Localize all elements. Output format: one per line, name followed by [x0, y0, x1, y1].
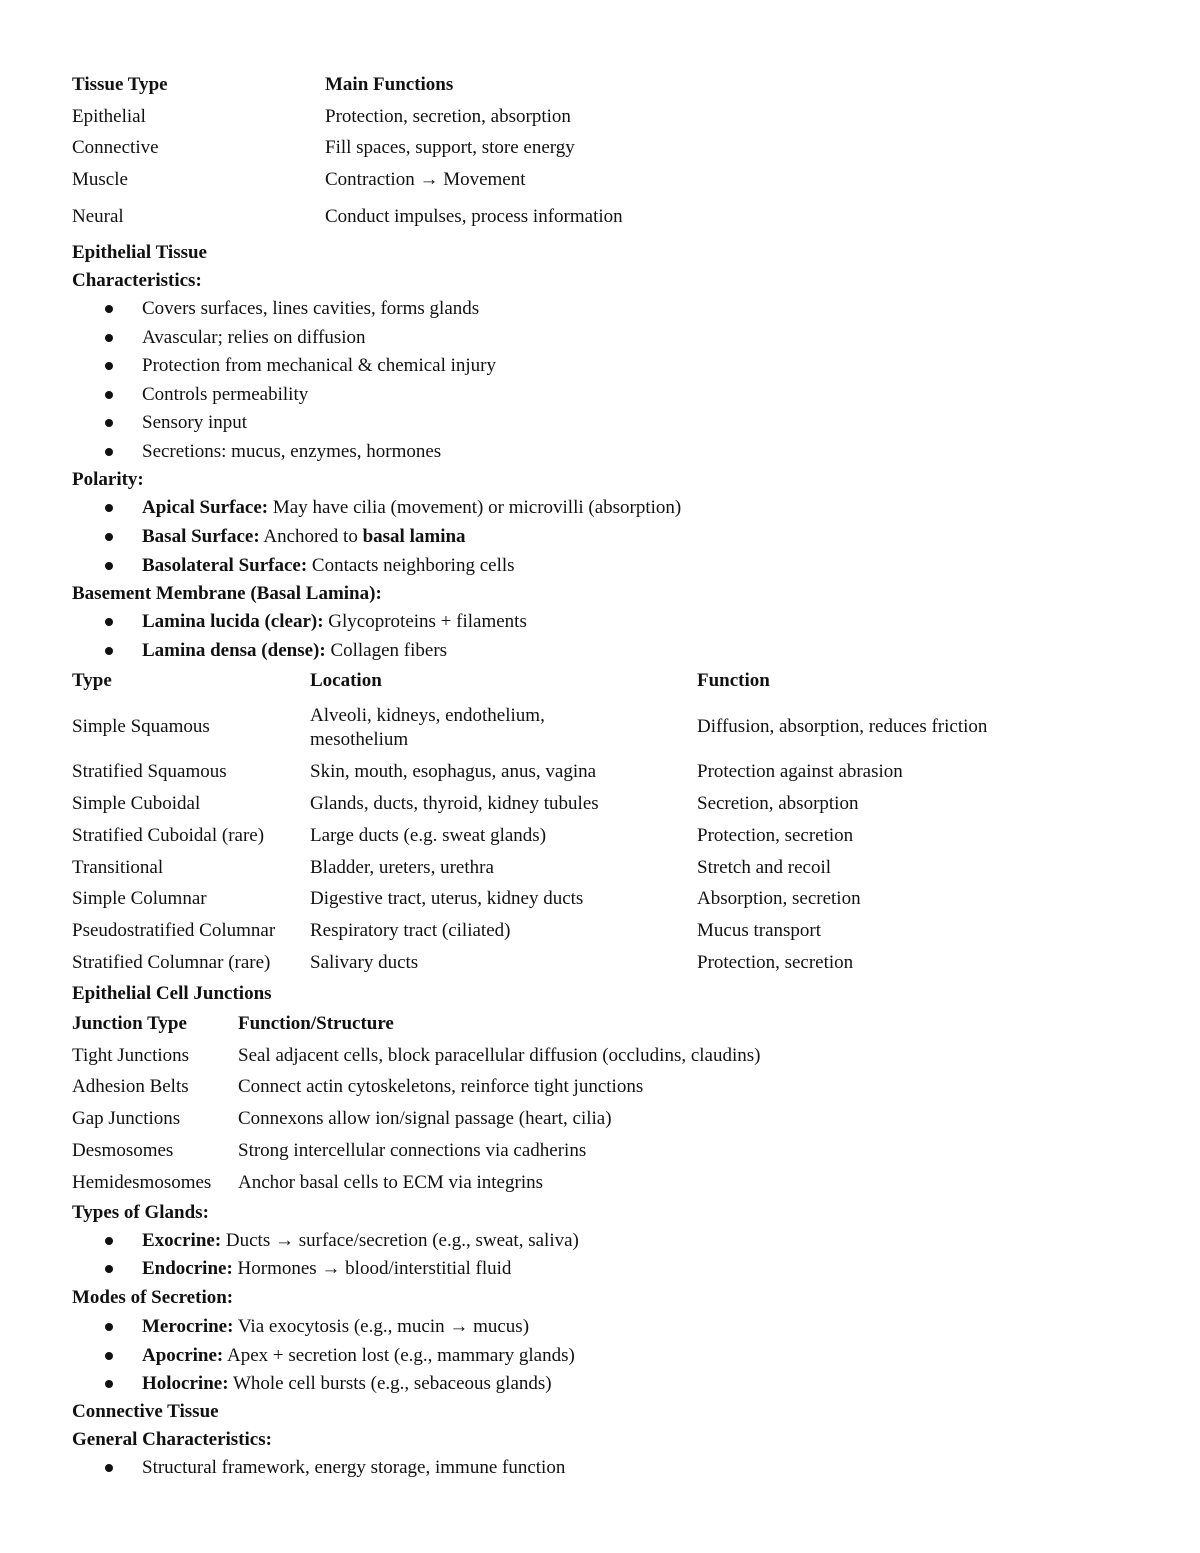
- subheading-characteristics: Characteristics:: [72, 270, 202, 291]
- table-cell-location: Respiratory tract (ciliated): [310, 920, 511, 941]
- bullet-icon: [105, 362, 113, 370]
- table-cell-function: Diffusion, absorption, reduces friction: [697, 716, 988, 737]
- list-item: [142, 1258, 511, 1280]
- term: Lamina lucida (clear):: [142, 611, 324, 632]
- junction-function: Connect actin cytoskeletons, reinforce tight junctions: [238, 1076, 644, 1097]
- subheading-basement-membrane: Basement Membrane (Basal Lamina):: [72, 583, 382, 604]
- table-cell-type: Simple Columnar: [72, 888, 207, 909]
- types-table-header-location: Location: [310, 670, 382, 691]
- types-table-header-type: Type: [72, 670, 112, 691]
- table-cell-type: Stratified Cuboidal (rare): [72, 825, 265, 846]
- table-cell-type: Simple Cuboidal: [72, 793, 201, 814]
- table-cell-type: Pseudostratified Columnar: [72, 920, 276, 941]
- table-cell-location: Salivary ducts: [310, 952, 419, 973]
- term: Lamina densa (dense):: [142, 640, 326, 661]
- list-item: Secretions: mucus, enzymes, hormones: [142, 441, 442, 462]
- table-cell-function: Protection against abrasion: [697, 761, 903, 782]
- bullet-icon: [105, 618, 113, 626]
- section-heading-connective: Connective Tissue: [72, 1401, 219, 1422]
- junction-name: Gap Junctions: [72, 1108, 181, 1129]
- term: Basal Surface:: [142, 526, 260, 547]
- table-cell-type: Stratified Squamous: [72, 761, 227, 782]
- definition: Contacts neighboring cells: [307, 555, 515, 576]
- term: Basolateral Surface:: [142, 555, 308, 576]
- table-cell-function: Protection, secretion: [697, 952, 854, 973]
- term: Apical Surface:: [142, 497, 269, 518]
- bullet-icon: [105, 562, 113, 570]
- tissue-row-function: Contraction → Movement: [325, 169, 526, 190]
- term: Endocrine:: [142, 1258, 233, 1279]
- bullet-icon: [105, 1265, 113, 1273]
- tissue-row-name: Connective: [72, 137, 159, 158]
- list-item: Sensory input: [142, 412, 248, 433]
- list-item: [142, 1373, 552, 1395]
- junction-name: Adhesion Belts: [72, 1076, 189, 1097]
- term: Apocrine:: [142, 1345, 224, 1366]
- term: basal lamina: [362, 526, 466, 547]
- bullet-icon: [105, 1352, 113, 1360]
- table-cell-function: Protection, secretion: [697, 825, 854, 846]
- table-cell-type: Simple Squamous: [72, 716, 210, 737]
- section-heading-junctions: Epithelial Cell Junctions: [72, 983, 272, 1004]
- tissue-table-header-type: Tissue Type: [72, 74, 168, 95]
- list-item: [142, 526, 466, 548]
- bullet-icon: [105, 1237, 113, 1245]
- junctions-header-type: Junction Type: [72, 1013, 187, 1034]
- list-item: [142, 497, 681, 519]
- bullet-icon: [105, 305, 113, 313]
- definition: Via exocytosis (e.g., mucin → mucus): [233, 1316, 530, 1337]
- bullet-icon: [105, 1464, 113, 1472]
- subheading-general-characteristics: General Characteristics:: [72, 1429, 272, 1450]
- table-cell-type: Stratified Columnar (rare): [72, 952, 271, 973]
- term: Merocrine:: [142, 1316, 234, 1337]
- types-table-header-function: Function: [697, 670, 770, 691]
- list-item: [142, 1345, 575, 1367]
- definition: Apex + secretion lost (e.g., mammary glands): [223, 1345, 575, 1366]
- bullet-icon: [105, 391, 113, 399]
- junction-function: Strong intercellular connections via cadherins: [238, 1140, 587, 1161]
- tissue-row-function: Conduct impulses, process information: [325, 206, 623, 227]
- bullet-icon: [105, 419, 113, 427]
- table-cell-function: Secretion, absorption: [697, 793, 859, 814]
- table-cell-function: Absorption, secretion: [697, 888, 861, 909]
- tissue-table-header-functions: Main Functions: [325, 74, 454, 95]
- table-cell-location: Bladder, ureters, urethra: [310, 857, 494, 878]
- table-cell-type: Transitional: [72, 857, 164, 878]
- junction-function: Connexons allow ion/signal passage (heart, cilia): [238, 1108, 612, 1129]
- list-item: Covers surfaces, lines cavities, forms glands: [142, 298, 480, 319]
- table-cell-location: Alveoli, kidneys, endothelium, mesothelium: [310, 705, 545, 750]
- table-cell-location: Skin, mouth, esophagus, anus, vagina: [310, 761, 597, 782]
- section-heading-epithelial: Epithelial Tissue: [72, 242, 207, 263]
- list-item: [142, 611, 527, 633]
- bullet-icon: [105, 533, 113, 541]
- list-item: Controls permeability: [142, 384, 309, 405]
- list-item: Avascular; relies on diffusion: [142, 327, 366, 348]
- table-cell-location: Large ducts (e.g. sweat glands): [310, 825, 547, 846]
- definition: Hormones → blood/interstitial fluid: [232, 1258, 512, 1279]
- tissue-row-name: Epithelial: [72, 106, 146, 127]
- term: Exocrine:: [142, 1230, 222, 1251]
- definition: Ducts → surface/secretion (e.g., sweat, saliva): [221, 1230, 579, 1251]
- bullet-icon: [105, 504, 113, 512]
- bullet-icon: [105, 1380, 113, 1388]
- tissue-row-name: Muscle: [72, 169, 128, 190]
- junction-name: Tight Junctions: [72, 1045, 190, 1066]
- junctions-header-function: Function/Structure: [238, 1013, 394, 1034]
- subheading-glands: Types of Glands:: [72, 1202, 209, 1223]
- junction-name: Hemidesmosomes: [72, 1172, 212, 1193]
- bullet-icon: [105, 1323, 113, 1331]
- term: Holocrine:: [142, 1373, 229, 1394]
- definition: Glycoproteins + filaments: [323, 611, 527, 632]
- tissue-row-function: Protection, secretion, absorption: [325, 106, 571, 127]
- bullet-icon: [105, 448, 113, 456]
- definition: Whole cell bursts (e.g., sebaceous glands): [228, 1373, 552, 1394]
- junction-function: Seal adjacent cells, block paracellular diffusion (occludins, claudins): [238, 1045, 761, 1066]
- junction-name: Desmosomes: [72, 1140, 174, 1161]
- list-item: [142, 1230, 579, 1252]
- bullet-icon: [105, 647, 113, 655]
- list-item: Protection from mechanical & chemical injury: [142, 355, 497, 376]
- junction-function: Anchor basal cells to ECM via integrins: [238, 1172, 543, 1193]
- list-item: [142, 555, 515, 577]
- list-item: Structural framework, energy storage, immune function: [142, 1457, 566, 1478]
- tissue-row-name: Neural: [72, 206, 124, 227]
- definition: Collagen fibers: [325, 640, 448, 661]
- list-item: [142, 1316, 529, 1338]
- list-item: [142, 640, 447, 662]
- tissue-row-function: Fill spaces, support, store energy: [325, 137, 575, 158]
- table-cell-location: Digestive tract, uterus, kidney ducts: [310, 888, 584, 909]
- table-cell-function: Mucus transport: [697, 920, 822, 941]
- table-cell-location: Glands, ducts, thyroid, kidney tubules: [310, 793, 599, 814]
- definition: May have cilia (movement) or microvilli (absorption): [268, 497, 682, 518]
- subheading-polarity: Polarity:: [72, 469, 144, 490]
- subheading-secretion: Modes of Secretion:: [72, 1287, 234, 1308]
- bullet-icon: [105, 334, 113, 342]
- table-cell-function: Stretch and recoil: [697, 857, 832, 878]
- definition: Anchored to: [259, 526, 363, 547]
